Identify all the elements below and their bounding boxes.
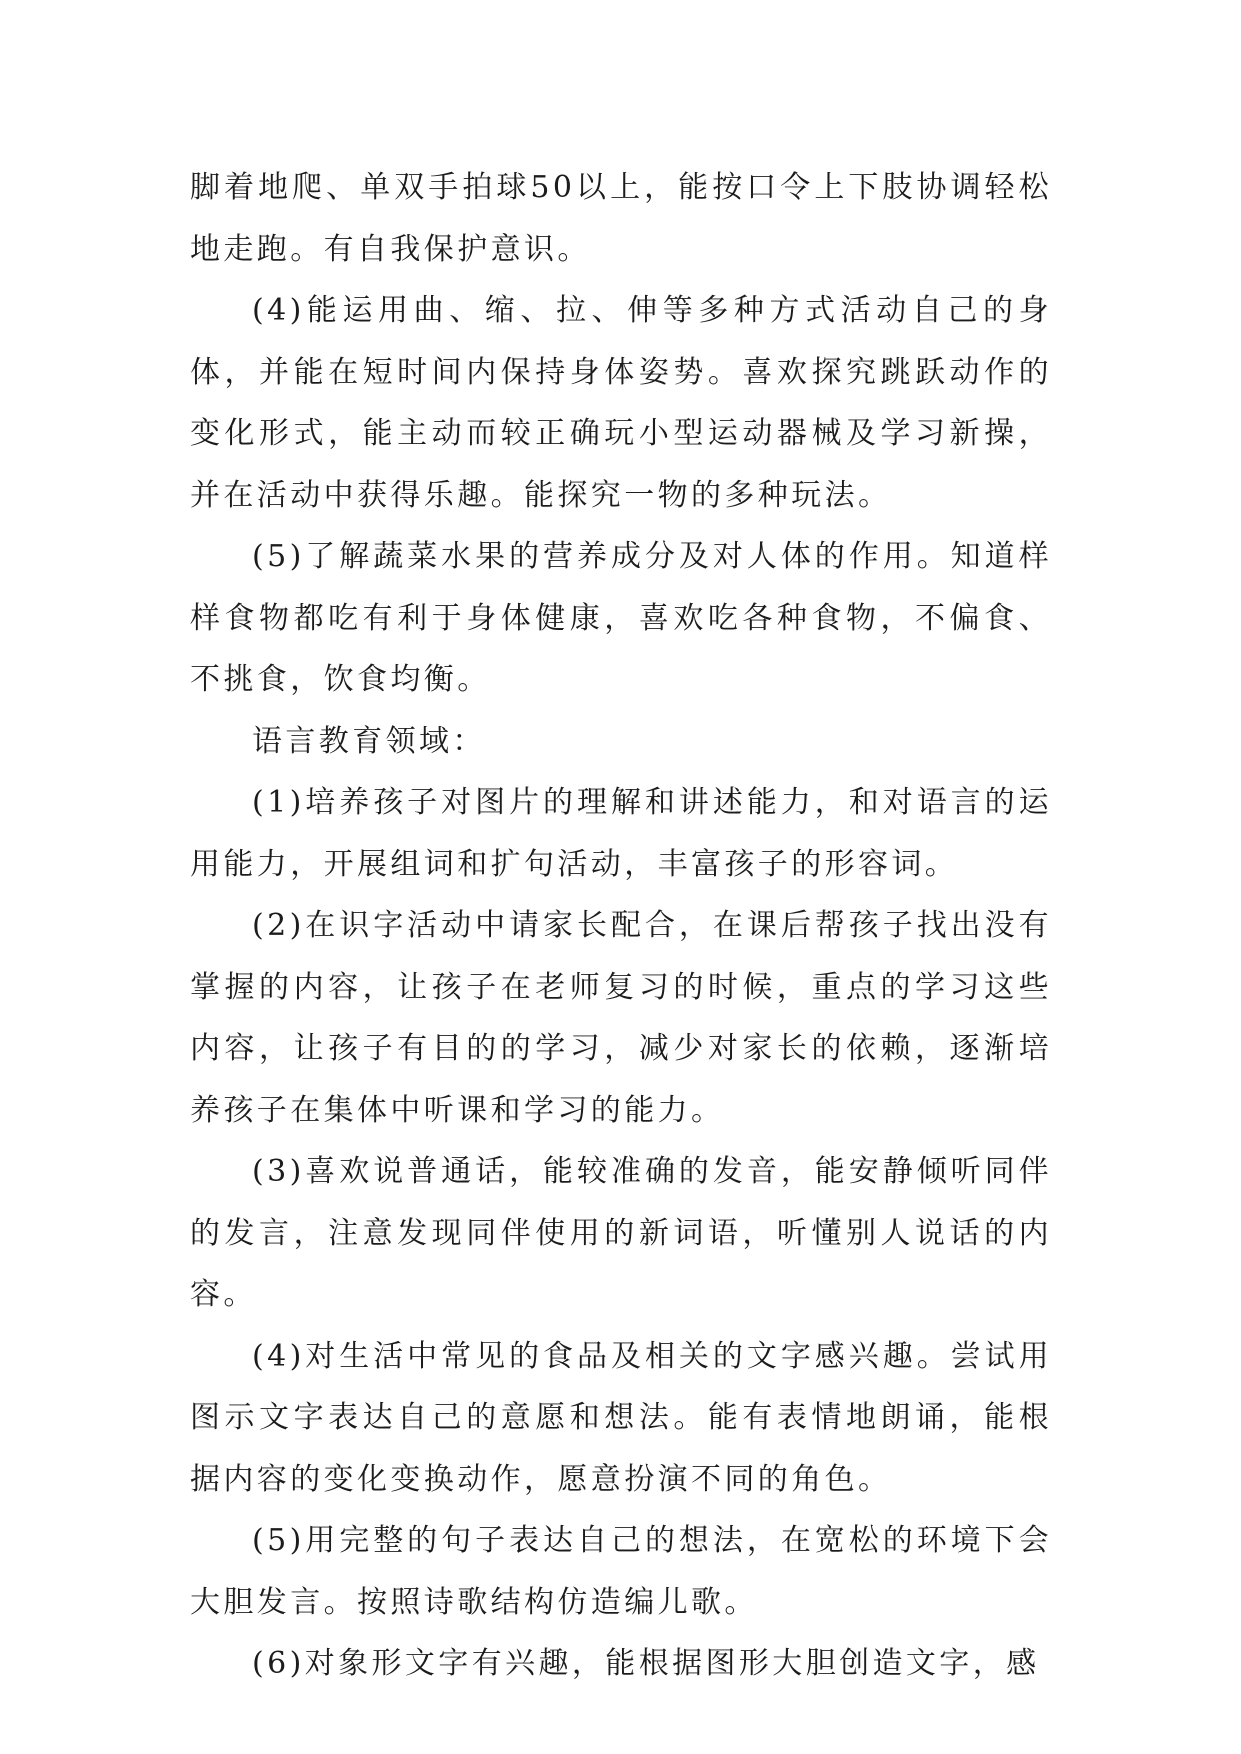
paragraph-5: (1)培养孩子对图片的理解和讲述能力，和对语言的运用能力，开展组词和扩句活动，丰富孩子的形容词。	[190, 785, 1052, 882]
paragraph-9: (5)用完整的句子表达自己的想法，在宽松的环境下会大胆发言。按照诗歌结构仿造编儿歌。	[190, 1523, 1052, 1620]
paragraph-3: (5)了解蔬菜水果的营养成分及对人体的作用。知道样样食物都吃有利于身体健康，喜欢吃各种食物，不偏食、不挑食，饮食均衡。	[190, 539, 1052, 697]
paragraph-8: (4)对生活中常见的食品及相关的文字感兴趣。尝试用图示文字表达自己的意愿和想法。能有表情地朗诵，能根据内容的变化变换动作，愿意扮演不同的角色。	[190, 1338, 1052, 1497]
paragraph-1: 脚着地爬、单双手拍球50以上，能按口令上下肢协调轻松地走跑。有自我保护意识。	[190, 170, 1052, 267]
section-heading-language: 语言教育领域：	[252, 723, 486, 759]
paragraph-10: (6)对象形文字有兴趣，能根据图形大胆创造文字，感	[252, 1646, 1040, 1681]
paragraph-2: (4)能运用曲、缩、拉、伸等多种方式活动自己的身体，并能在短时间内保持身体姿势。喜欢探究跳跃动作的变化形式，能主动而较正确玩小型运动器械及学习新操，并在活动中获得乐趣。能探究一物的多种玩法。	[190, 293, 1052, 513]
body-text	[190, 157, 1052, 1695]
paragraph-6: (2)在识字活动中请家长配合，在课后帮孩子找出没有掌握的内容，让孩子在老师复习的时候，重点的学习这些内容，让孩子有目的的学习，减少对家长的依赖，逐渐培养孩子在集体中听课和学习的能力。	[190, 908, 1052, 1128]
paragraph-7: (3)喜欢说普通话，能较准确的发音，能安静倾听同伴的发言，注意发现同伴使用的新词语，听懂别人说话的内容。	[190, 1154, 1052, 1312]
